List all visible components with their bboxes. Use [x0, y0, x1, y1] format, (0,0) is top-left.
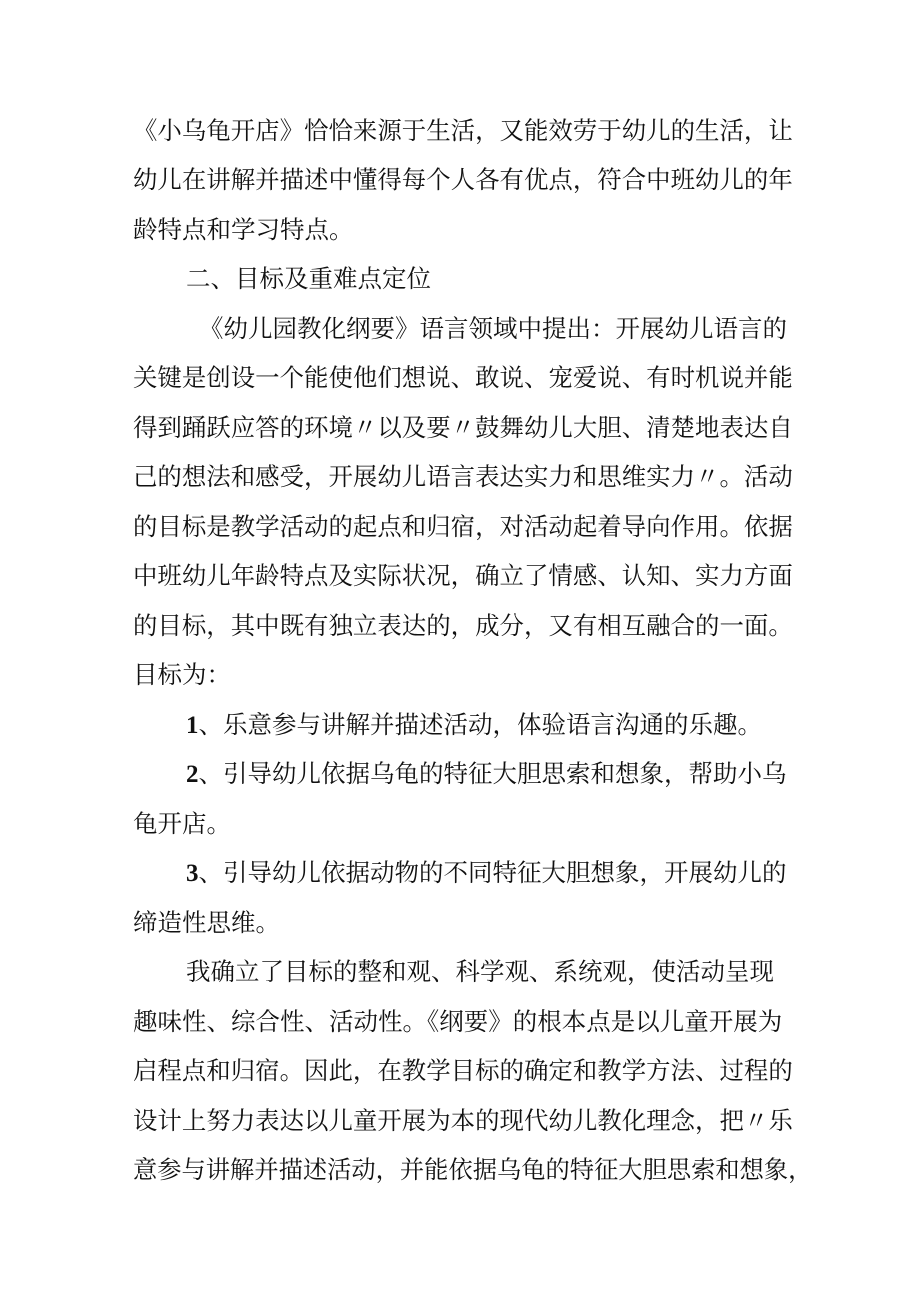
goal-text: 、引导幼儿依据乌龟的特征大胆思索和想象，帮助小乌 [198, 759, 787, 788]
paragraph-line [133, 1145, 813, 1195]
paragraph-line [133, 452, 793, 502]
paragraph-line [133, 353, 793, 403]
line-text: 趣味性、综合性、活动性。《纲要》的根本点是以儿童开展为 [133, 1007, 783, 1036]
paragraph-line [133, 205, 793, 255]
line-text: 《小乌龟开店》恰恰来源于生活，又能效劳于幼儿的生活，让 [133, 116, 793, 145]
line-text: 目标为： [133, 660, 231, 689]
paragraph-line [133, 403, 793, 453]
paragraph-line [133, 601, 793, 651]
section-heading [186, 254, 786, 304]
paragraph-line [133, 997, 793, 1047]
goal-number: 3 [186, 860, 199, 887]
line-text: 得到踊跃应答的环境〃以及要〃鼓舞幼儿大胆、清楚地表达自 [133, 413, 793, 442]
goal-item-2 [186, 749, 806, 799]
line-text: 的目标，其中既有独立表达的，成分，又有相互融合的一面。 [133, 611, 793, 640]
paragraph-line [133, 551, 793, 601]
line-text: 关键是创设一个能使他们想说、敢说、宠爱说、有时机说并能 [133, 363, 793, 392]
goal-item-3 [186, 848, 806, 898]
paragraph-line [133, 1046, 793, 1096]
goal-item-2-continuation [133, 799, 793, 849]
goal-text: 龟开店。 [133, 809, 231, 838]
line-text: 中班幼儿年龄特点及实际状况，确立了情感、认知、实力方面 [133, 561, 793, 590]
paragraph-line [133, 155, 793, 205]
goal-text: 、乐意参与讲解并描述活动，体验语言沟通的乐趣。 [198, 710, 762, 739]
paragraph-line [133, 502, 793, 552]
goal-number: 2 [186, 761, 199, 788]
paragraph-line [199, 304, 799, 354]
line-text: 意参与讲解并描述活动，并能依据乌龟的特征大胆思索和想象， [133, 1155, 813, 1184]
line-text: 《幼儿园教化纲要》语言领域中提出：开展幼儿语言的 [199, 314, 787, 343]
line-text: 的目标是教学活动的起点和归宿，对活动起着导向作用。依据 [133, 512, 793, 541]
goal-text: 缔造性思维。 [133, 908, 280, 937]
line-text: 己的想法和感受，开展幼儿语言表达实力和思维实力〃。活动 [133, 462, 793, 491]
line-text: 启程点和归宿。因此，在教学目标的确定和教学方法、过程的 [133, 1056, 793, 1085]
line-text: 龄特点和学习特点。 [133, 215, 354, 244]
goal-item-1 [186, 700, 806, 750]
goal-item-3-continuation [133, 898, 793, 948]
paragraph-line [133, 106, 793, 156]
paragraph-line [186, 947, 806, 997]
line-text: 我确立了目标的整和观、科学观、系统观，使活动呈现 [186, 957, 774, 986]
paragraph-line [133, 650, 793, 700]
goal-number: 1 [186, 712, 199, 739]
goal-text: 、引导幼儿依据动物的不同特征大胆想象，开展幼儿的 [198, 858, 787, 887]
heading-text: 二、目标及重难点定位 [186, 264, 431, 293]
paragraph-line [133, 1096, 793, 1146]
line-text: 幼儿在讲解并描述中懂得每个人各有优点，符合中班幼儿的年 [133, 165, 793, 194]
line-text: 设计上努力表达以儿童开展为本的现代幼儿教化理念，把〃乐 [133, 1106, 793, 1135]
